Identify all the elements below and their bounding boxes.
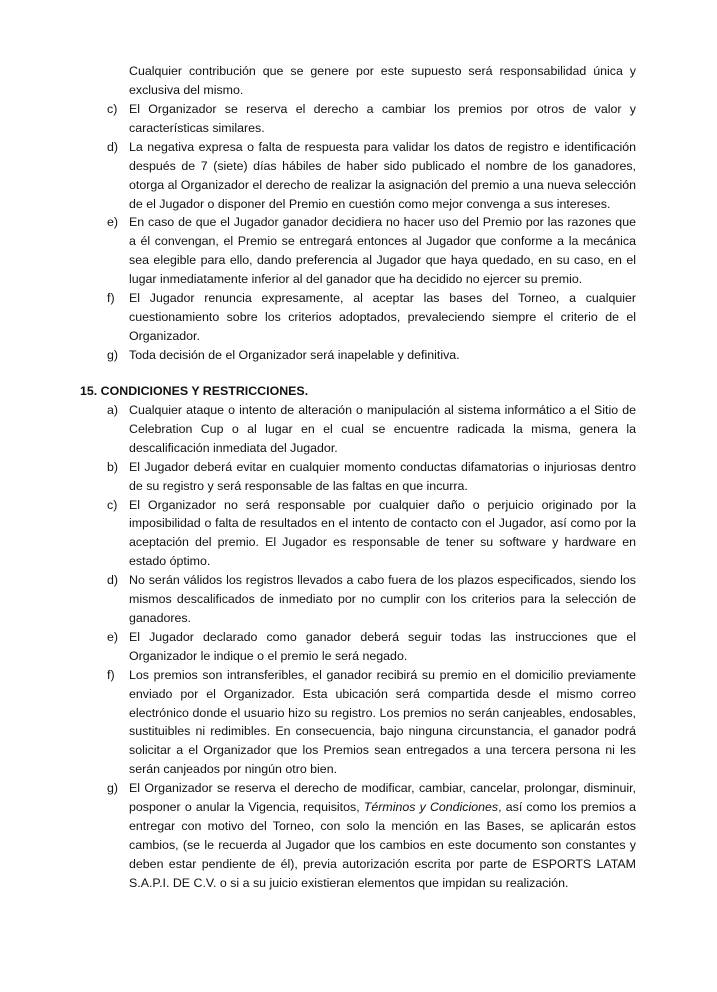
item-text: Cualquier ataque o intento de alteración o manipulación al sistema informático a el Sitio de Celebration Cup o al lugar en el cual se encuentre radicada la misma, genera la descalificación inmediata del Jugador. [129, 403, 636, 455]
item-text: El Organizador se reserva el derecho a cambiar los premios por otros de valor y características similares. [129, 102, 636, 135]
list-item [80, 346, 636, 365]
list-item [80, 666, 636, 779]
list-item [80, 289, 636, 346]
item-letter: e) [107, 215, 119, 230]
item-text [129, 779, 636, 892]
item-letter: d) [107, 573, 119, 588]
item-text: El Organizador no será responsable por cualquier daño o perjuicio originado por la imposibilidad o falta de resultados en el intento de contacto con el Jugador, así como por la aceptación del premio. El Jugador es responsable de tener su software y hardware en estado óptimo. [129, 497, 636, 569]
list-item [80, 401, 636, 458]
section-heading: 15. CONDICIONES Y RESTRICCIONES. [80, 384, 309, 398]
item-letter: g) [107, 347, 119, 362]
item-text: No serán válidos los registros llevados a cabo fuera de los plazos especificados, siendo los mismos descalificados de inmediato por no cumplir con los criterios para la selección de ganadores. [129, 573, 636, 625]
list-item [80, 138, 636, 214]
item-letter: b) [107, 459, 119, 474]
item-text-before: El Organizador se reserva el derecho de modificar, cambiar, cancelar, prolongar, disminuir, posponer o anular la Vigencia, requisitos, [129, 781, 636, 815]
item-letter: c) [107, 497, 118, 512]
item-text-italic: Términos y Condiciones [363, 800, 499, 815]
list-item [80, 100, 636, 138]
item-letter: f) [107, 667, 115, 682]
item-letter: a) [107, 403, 119, 417]
list-item [80, 458, 636, 496]
prize-terms-list [80, 100, 636, 365]
list-item [80, 779, 636, 892]
item-text: En caso de que el Jugador ganador decidiera no hacer uso del Premio por las razones que a él convengan, el Premio se entregará entonces al Jugador que conforme a la mecánica sea elegible para ello, dando preferencia al Jugador que haya quedado, en su caso, en el lugar inmediatamente inferior al del ganador que ha decidido no ejercer su premio. [129, 215, 636, 287]
item-text: Toda decisión de el Organizador será inapelable y definitiva. [129, 347, 460, 362]
continuation-text: Cualquier contribución que se genere por este supuesto será responsabilidad única y exclusiva del mismo. [129, 64, 636, 97]
list-item [80, 628, 636, 666]
item-text-after: , así como los premios a entregar con motivo del Torneo, con solo la mención en las Bases, se aplicarán estos cambios, (se le recuerda al Jugador que los cambios en este documento son constantes y deben estar pendiente de él), previa autorización escrita por parte de ESPORTS LATAM S.A.P.I. DE C.V. o si a su juicio existieran elementos que impidan su realización. [129, 800, 636, 890]
item-text: Los premios son intransferibles, el ganador recibirá su premio en el domicilio previamente enviado por el Organizador. Esta ubicación será compartida desde el mismo correo electrónico donde el usuario hizo su registro. Los premios no serán canjeables, endosables, sustituibles ni redimibles. En consecuencia, bajo ninguna circunstancia, el ganador podrá solicitar a el Organizador que los Premios sean entregados a una tercera persona ni les serán canjeados por ningún otro bien. [129, 667, 636, 777]
item-letter: e) [107, 629, 119, 644]
list-item [80, 571, 636, 628]
item-letter: g) [107, 781, 119, 796]
item-letter: d) [107, 139, 119, 154]
list-item [80, 496, 636, 572]
conditions-list [80, 401, 636, 893]
item-text: El Jugador renuncia expresamente, al aceptar las bases del Torneo, a cualquier cuestionamiento sobre los criterios adoptados, prevaleciendo siempre el criterio de el Organizador. [129, 291, 636, 343]
continuation-paragraph [80, 62, 636, 100]
item-text: El Jugador declarado como ganador deberá seguir todas las instrucciones que el Organizador le indique o el premio le será negado. [129, 629, 636, 663]
item-letter: f) [107, 291, 115, 306]
item-text: La negativa expresa o falta de respuesta para validar los datos de registro e identificación después de 7 (siete) días hábiles de haber sido publicado el nombre de los ganadores, otorga al Organizador el derecho de realizar la asignación del premio a una nueva selección de el Jugador o disponer del Premio en cuestión como mejor convenga a sus intereses. [129, 139, 636, 211]
list-item [80, 213, 636, 289]
item-letter: c) [107, 102, 118, 116]
item-text: El Jugador deberá evitar en cualquier momento conductas difamatorias o injuriosas dentro de su registro y será responsable de las faltas en que incurra. [129, 459, 636, 493]
